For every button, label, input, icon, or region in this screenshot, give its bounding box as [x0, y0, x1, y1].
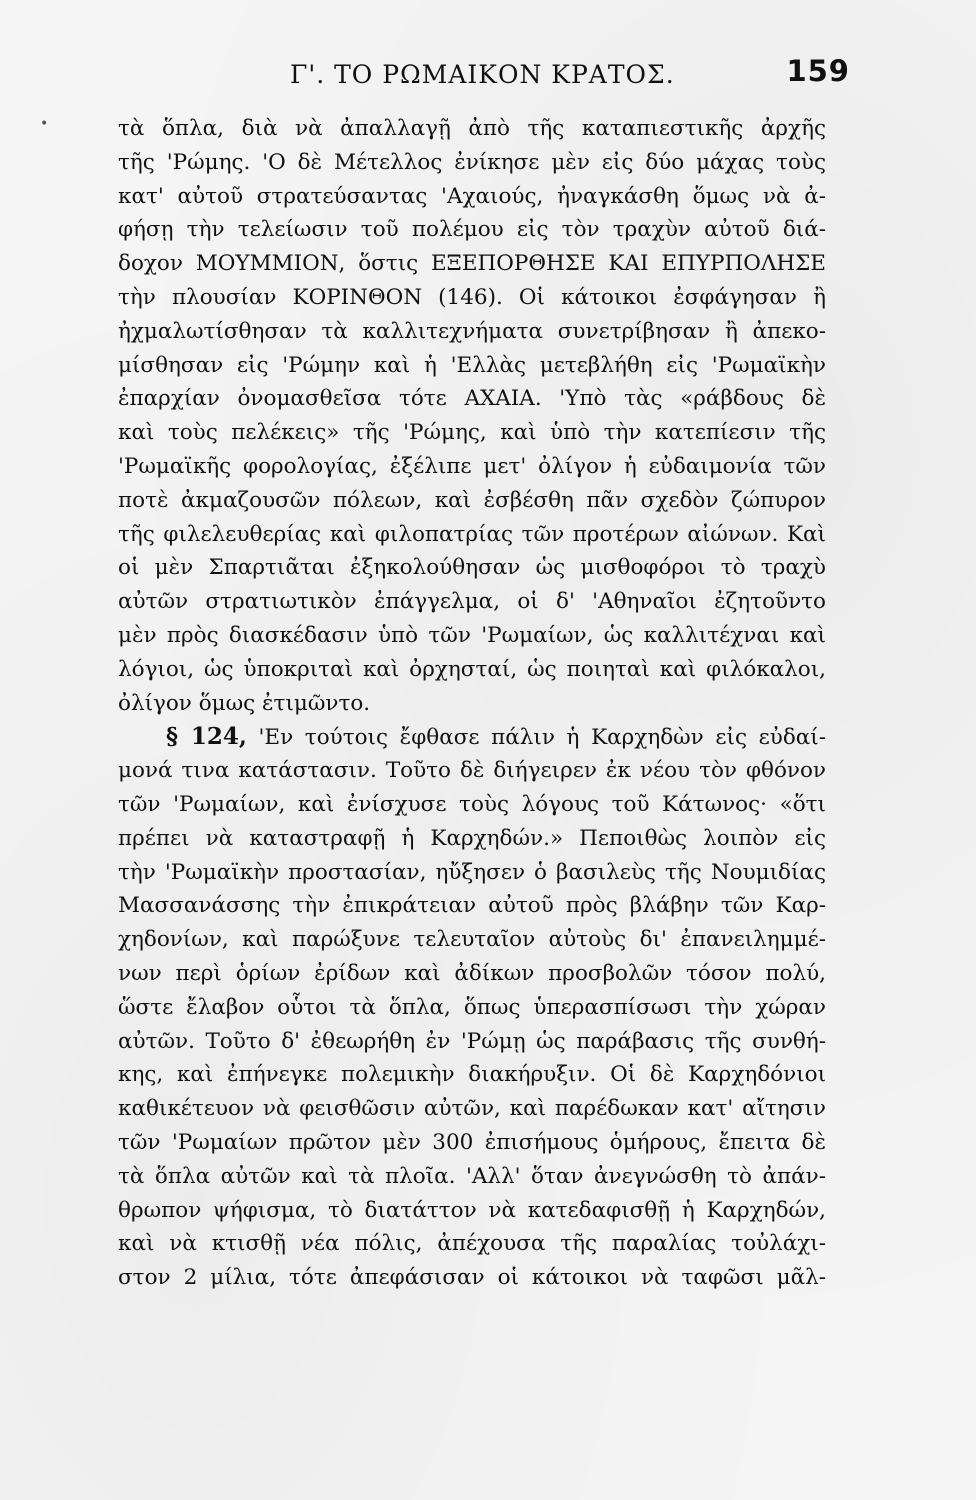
text-line: φήσῃ τὴν τελείωσιν τοῦ πολέμου εἰς τὸν τραχὺν αὐτοῦ διά- — [118, 217, 826, 243]
text-line: θρωπον ψήφισμα, τὸ διατάττον νὰ κατεδαφισθῇ ἡ Καρχηδών, — [118, 1197, 826, 1223]
text-line: τῆς φιλελευθερίας καὶ φιλοπατρίας τῶν προτέρων αἰώνων. Καὶ — [118, 521, 826, 547]
page-header — [290, 54, 850, 94]
section-first-line-text: 'Εν τούτοις ἔφθασε πάλιν ἡ Καρχηδὼν εἰς εὐδαί- — [258, 725, 826, 751]
text-line: καὶ νὰ κτισθῇ νέα πόλις, ἀπέχουσα τῆς παραλίας τοὐλάχι- — [118, 1231, 826, 1257]
text-line: Μασσανάσσης τὴν ἐπικράτειαν αὐτοῦ πρὸς βλάβην τῶν Καρ- — [118, 893, 826, 919]
text-line: ποτὲ ἀκμαζουσῶν πόλεων, καὶ ἐσβέσθη πᾶν σχεδὸν ζώπυρον — [118, 487, 826, 513]
text-line: ὀλίγον ὅμως ἐτιμῶντο. — [118, 690, 371, 716]
paragraph-1 — [118, 112, 826, 720]
text-line: τὴν πλουσίαν ΚΟΡΙΝΘΟΝ (146). Οἱ κάτοικοι ἐσφάγησαν ἢ — [118, 284, 826, 310]
text-line: αὐτῶν. Τοῦτο δ' ἐθεωρήθη ἐν 'Ρώμῃ ὡς παράβασις τῆς συνθή- — [118, 1028, 826, 1054]
page-number: 159 — [786, 54, 850, 88]
text-line: μονά τινα κατάστασιν. Τοῦτο δὲ διήγειρεν ἐκ νέου τὸν φθόνον — [118, 758, 826, 784]
text-line: τῶν 'Ρωμαίων, καὶ ἐνίσχυσε τοὺς λόγους τοῦ Κάτωνος· «ὅτι — [118, 791, 826, 817]
text-line: 'Ρωμαϊκῆς φορολογίας, ἐξέλιπε μετ' ὀλίγον ἡ εὐδαιμονία τῶν — [118, 453, 826, 479]
text-line: νων περὶ ὁρίων ἐρίδων καὶ ἀδίκων προσβολῶν τόσον πολύ, — [118, 960, 826, 986]
text-line: ὥστε ἔλαβον οὗτοι τὰ ὅπλα, ὅπως ὑπερασπίσωσι τὴν χώραν — [118, 994, 826, 1020]
text-line: τὴν 'Ρωμαϊκὴν προστασίαν, ηὔξησεν ὁ βασιλεὺς τῆς Νουμιδίας — [118, 859, 826, 885]
text-line: τὰ ὅπλα αὐτῶν καὶ τὰ πλοῖα. 'Αλλ' ὅταν ἀνεγνώσθη τὸ ἀπάν- — [118, 1163, 826, 1189]
text-line: δοχον ΜΟΥΜΜΙΟΝ, ὅστις ΕΞΕΠΟΡΘΗΣΕ ΚΑΙ ΕΠΥΡΠΟΛΗΣΕ — [118, 251, 826, 277]
text-line: πρέπει νὰ καταστραφῇ ἡ Καρχηδών.» Πεποιθὼς λοιπὸν εἰς — [118, 825, 826, 851]
text-line: μίσθησαν εἰς 'Ρώμην καὶ ἡ 'Ελλὰς μετεβλήθη εἰς 'Ρωμαϊκὴν — [118, 352, 826, 378]
text-line: κατ' αὐτοῦ στρατεύσαντας 'Αχαιούς, ἠναγκάσθη ὅμως νὰ ἀ- — [118, 183, 826, 209]
paragraph-2 — [118, 720, 826, 1295]
text-line: χηδονίων, καὶ παρώξυνε τελευταῖον αὐτοὺς δι' ἐπανειλημμέ- — [118, 927, 826, 953]
text-line: κης, καὶ ἐπήνεγκε πολεμικὴν διακήρυξιν. Οἱ δὲ Καρχηδόνιοι — [118, 1062, 826, 1088]
text-line: τὰ ὅπλα, διὰ νὰ ἀπαλλαγῇ ἀπὸ τῆς καταπιεστικῆς ἀρχῆς — [118, 116, 826, 141]
text-line: μὲν πρὸς διασκέδασιν ὑπὸ τῶν 'Ρωμαίων, ὡς καλλιτέχναι καὶ — [118, 622, 826, 648]
section-number: § 124, — [166, 723, 247, 751]
margin-mark: • — [40, 116, 49, 132]
text-line: οἱ μὲν Σπαρτιᾶται ἐξηκολούθησαν ὡς μισθοφόροι τὸ τραχὺ — [118, 555, 826, 581]
text-line: τῆς 'Ρώμης. 'Ο δὲ Μέτελλος ἐνίκησε μὲν εἰς δύο μάχας τοὺς — [118, 149, 826, 175]
text-line: στον 2 μίλια, τότε ἀπεφάσισαν οἱ κάτοικοι νὰ ταφῶσι μᾶλ- — [118, 1265, 826, 1291]
section-first-line — [118, 720, 826, 754]
text-line: καθικέτευον νὰ φεισθῶσιν αὐτῶν, καὶ παρέδωκαν κατ' αἴτησιν — [118, 1096, 826, 1122]
text-line: λόγιοι, ὡς ὑποκριταὶ καὶ ὀρχησταί, ὡς ποιηταὶ καὶ φιλόκαλοι, — [118, 656, 826, 682]
text-line: ἐπαρχίαν ὀνομασθεῖσα τότε ΑΧΑΙΑ. 'Υπὸ τὰς «ράβδους δὲ — [118, 386, 826, 412]
text-line: αὐτῶν στρατιωτικὸν ἐπάγγελμα, οἱ δ' 'Αθηναῖοι ἐζητοῦντο — [118, 589, 826, 615]
text-line: ἠχμαλωτίσθησαν τὰ καλλιτεχνήματα συνετρίβησαν ἢ ἀπεκο- — [118, 318, 826, 344]
text-line: καὶ τοὺς πελέκεις» τῆς 'Ρώμης, καὶ ὑπὸ τὴν κατεπίεσιν τῆς — [118, 420, 826, 446]
body-text — [118, 112, 826, 1295]
text-line: τῶν 'Ρωμαίων πρῶτον μὲν 300 ἐπισήμους ὁμήρους, ἔπειτα δὲ — [118, 1129, 826, 1155]
running-head: Γ'. ΤΟ ΡΩΜΑΙΚΟΝ ΚΡΑΤΟΣ. — [290, 60, 675, 89]
